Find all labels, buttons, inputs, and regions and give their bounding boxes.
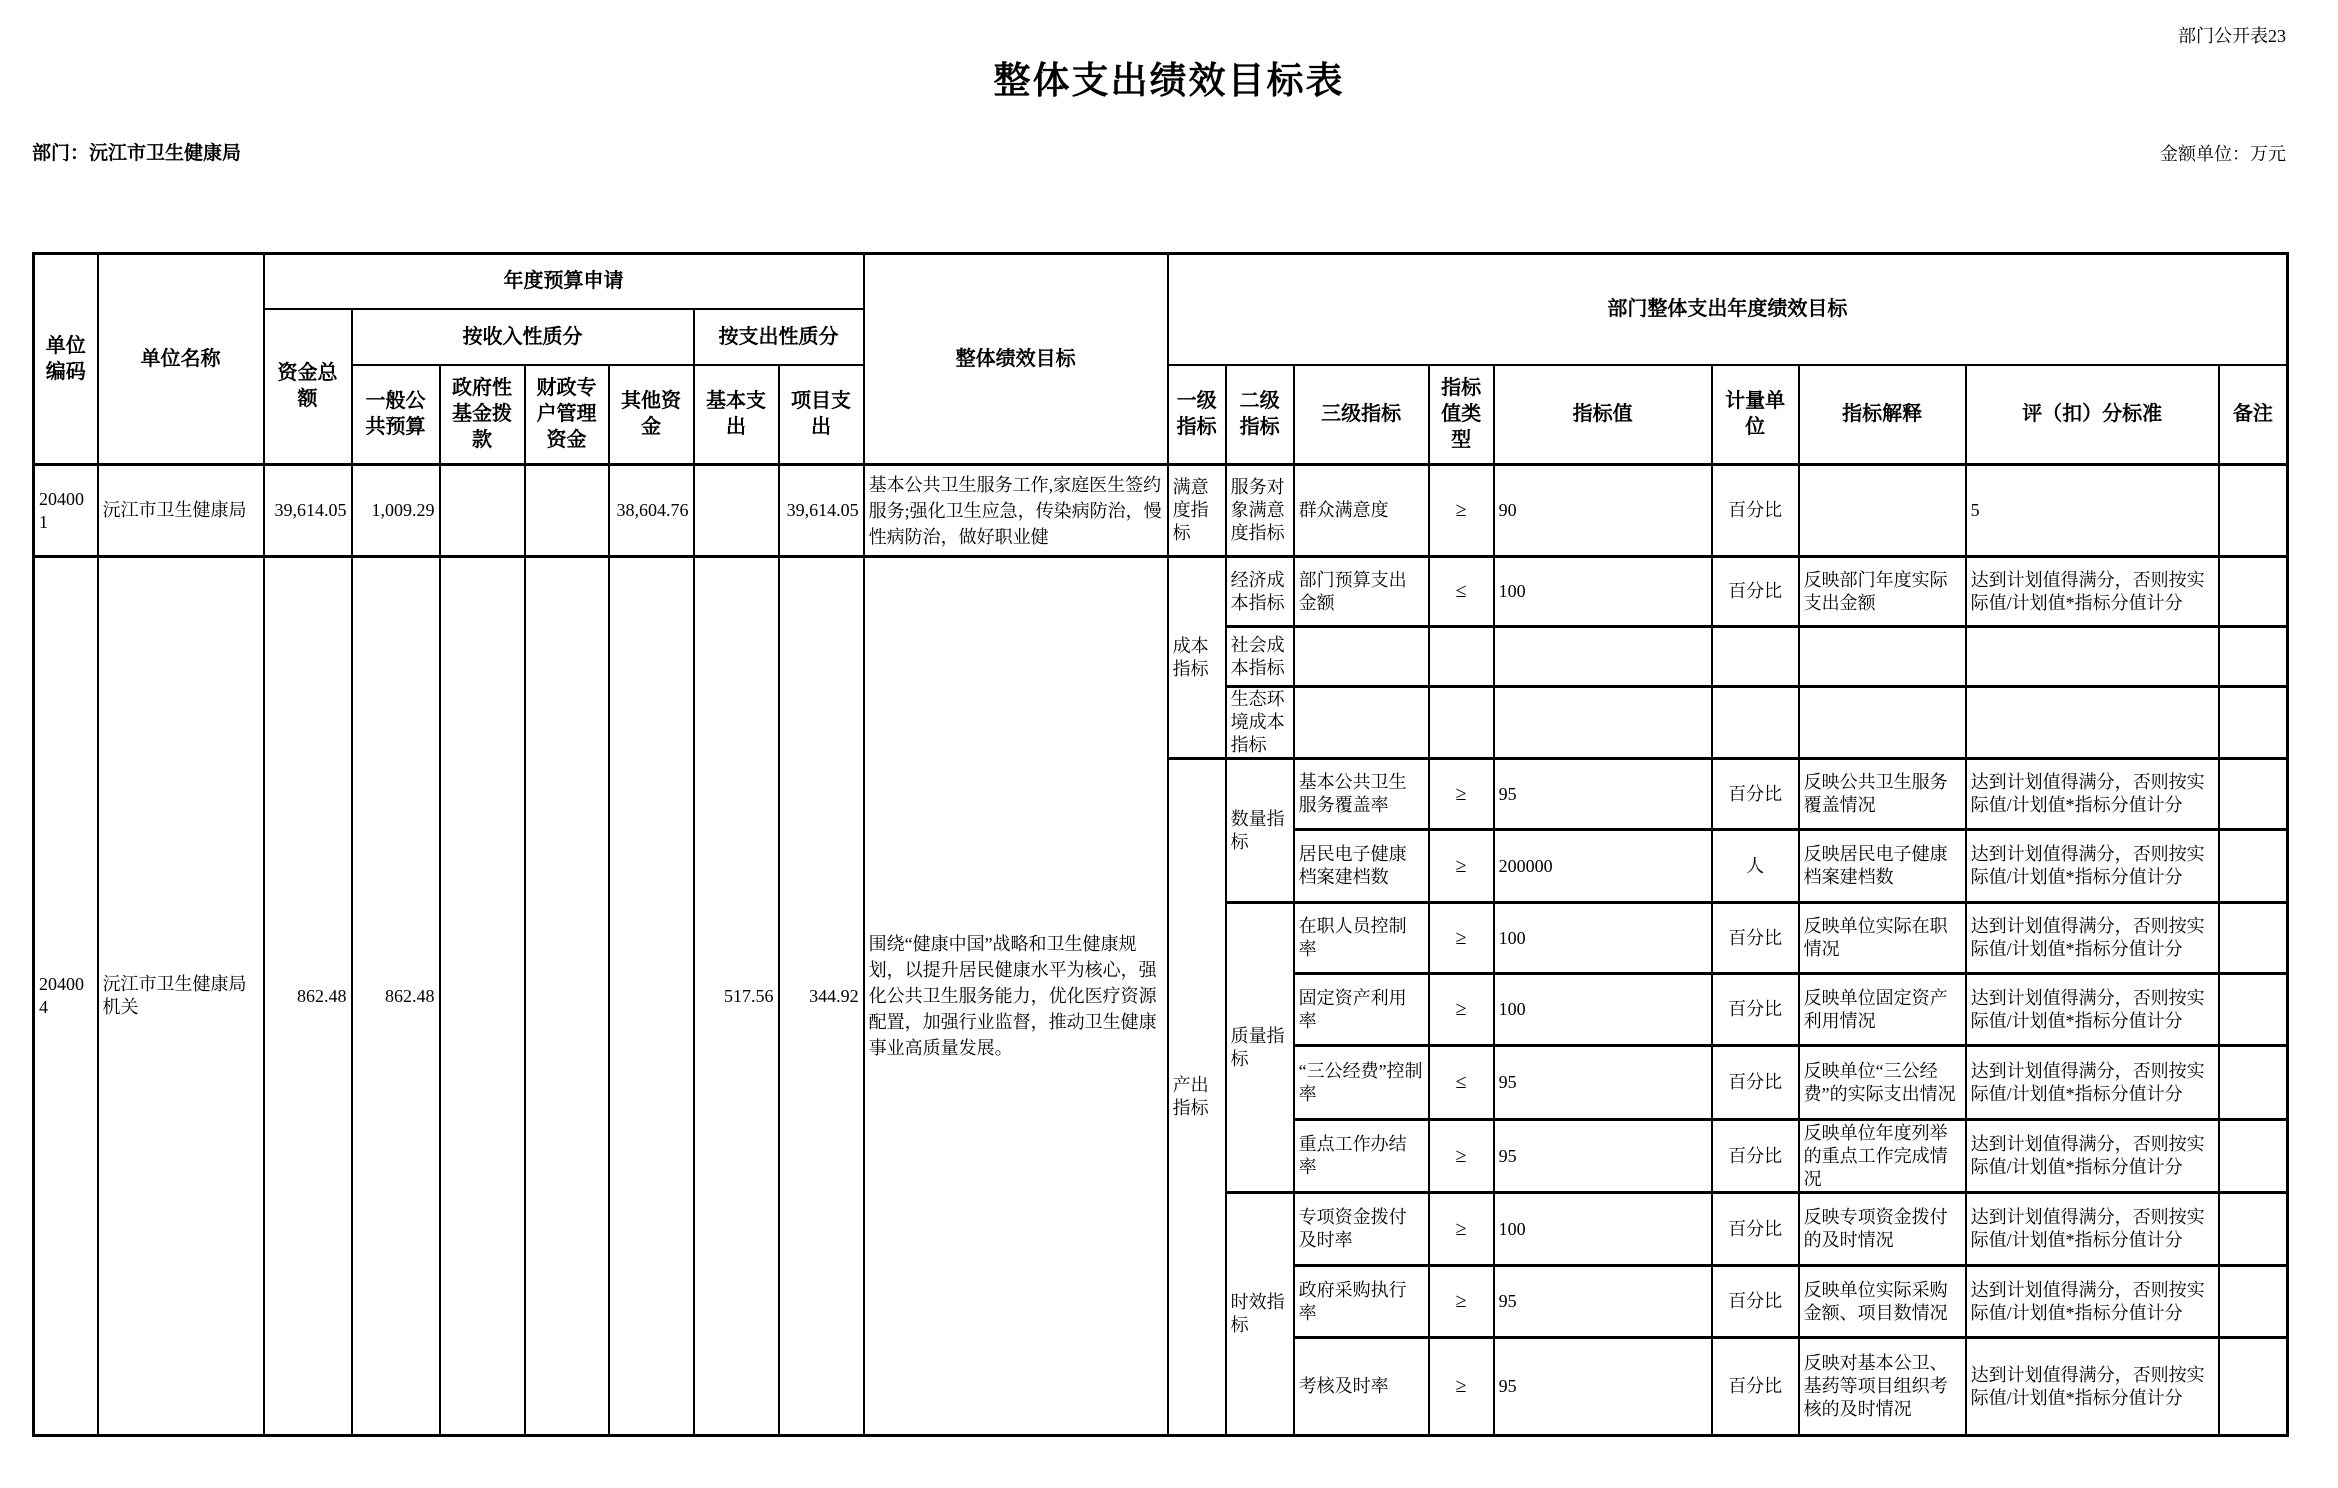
col-header-other-funds: 其他资金 <box>609 365 694 465</box>
measure-unit: 百分比 <box>1712 759 1799 830</box>
indicator-explanation: 反映单位“三公经费”的实际支出情况 <box>1799 1046 1966 1120</box>
level2-indicator: 数量指标 <box>1226 759 1294 903</box>
indicator-value: 90 <box>1494 465 1712 557</box>
measure-unit: 人 <box>1712 830 1799 903</box>
indicator-value-type: ≥ <box>1429 759 1494 830</box>
table-row <box>34 557 2288 627</box>
remarks <box>2219 1046 2288 1120</box>
col-header-scoring-standard: 评（扣）分标准 <box>1966 365 2219 465</box>
indicator-explanation: 反映居民电子健康档案建档数 <box>1799 830 1966 903</box>
indicator-value-type: ≥ <box>1429 465 1494 557</box>
remarks <box>2219 1193 2288 1266</box>
col-header-level2-indicator: 二级指标 <box>1226 365 1294 465</box>
level2-indicator: 经济成本指标 <box>1226 557 1294 627</box>
col-header-level1-indicator: 一级指标 <box>1168 365 1226 465</box>
measure-unit: 百分比 <box>1712 903 1799 974</box>
indicator-value <box>1494 627 1712 687</box>
indicator-value: 95 <box>1494 1120 1712 1193</box>
col-header-indicator-value-type: 指标值类型 <box>1429 365 1494 465</box>
measure-unit: 百分比 <box>1712 1193 1799 1266</box>
overall-performance-goal: 围绕“健康中国”战略和卫生健康规划，以提升居民健康水平为核心，强化公共卫生服务能力，优化医疗资源配置，加强行业监督，推动卫生健康事业高质量发展。 <box>864 557 1168 1436</box>
col-header-remarks: 备注 <box>2219 365 2288 465</box>
measure-unit: 百分比 <box>1712 1120 1799 1193</box>
amount-unit-label: 金额单位：万元 <box>2160 144 2286 164</box>
general-public-budget: 862.48 <box>352 557 440 1436</box>
table-header <box>34 254 2288 465</box>
measure-unit: 百分比 <box>1712 1046 1799 1120</box>
scoring-standard: 达到计划值得满分，否则按实际值/计划值*指标分值计分 <box>1966 557 2219 627</box>
indicator-value-type <box>1429 687 1494 759</box>
unit-name: 沅江市卫生健康局 <box>98 465 264 557</box>
indicator-explanation: 反映专项资金拨付的及时情况 <box>1799 1193 1966 1266</box>
col-header-level3-indicator: 三级指标 <box>1294 365 1429 465</box>
level1-indicator: 成本指标 <box>1168 557 1226 759</box>
unit-code: 204004 <box>34 557 98 1436</box>
performance-target-table <box>32 252 2289 1437</box>
indicator-value-type: ≥ <box>1429 1120 1494 1193</box>
corner-table-number: 部门公开表23 <box>2178 26 2286 46</box>
col-header-project-expenditure: 项目支出 <box>779 365 864 465</box>
basic-expenditure: 517.56 <box>694 557 779 1436</box>
level2-indicator: 生态环境成本指标 <box>1226 687 1294 759</box>
level2-indicator: 时效指标 <box>1226 1193 1294 1436</box>
indicator-value: 95 <box>1494 759 1712 830</box>
scoring-standard: 达到计划值得满分，否则按实际值/计划值*指标分值计分 <box>1966 974 2219 1046</box>
measure-unit: 百分比 <box>1712 1338 1799 1436</box>
department-label: 部门：沅江市卫生健康局 <box>32 143 242 164</box>
scoring-standard: 达到计划值得满分，否则按实际值/计划值*指标分值计分 <box>1966 1193 2219 1266</box>
level2-indicator: 社会成本指标 <box>1226 627 1294 687</box>
level2-indicator: 质量指标 <box>1226 903 1294 1193</box>
unit-code: 204001 <box>34 465 98 557</box>
scoring-standard: 达到计划值得满分，否则按实际值/计划值*指标分值计分 <box>1966 1120 2219 1193</box>
indicator-value-type: ≤ <box>1429 557 1494 627</box>
col-header-basic-expenditure: 基本支出 <box>694 365 779 465</box>
col-header-overall-performance-goal: 整体绩效目标 <box>864 254 1168 465</box>
level3-indicator: 部门预算支出金额 <box>1294 557 1429 627</box>
col-header-indicator-value: 指标值 <box>1494 365 1712 465</box>
col-header-by-expenditure-nature: 按支出性质分 <box>694 309 864 365</box>
measure-unit: 百分比 <box>1712 974 1799 1046</box>
remarks <box>2219 687 2288 759</box>
project-expenditure: 39,614.05 <box>779 465 864 557</box>
page-title: 整体支出绩效目标表 <box>993 61 1345 102</box>
remarks <box>2219 1338 2288 1436</box>
col-header-unit-code: 单位编码 <box>34 254 98 465</box>
col-header-annual-budget-request: 年度预算申请 <box>264 254 864 309</box>
fiscal-account-funds <box>525 465 609 557</box>
fiscal-account-funds <box>525 557 609 1436</box>
level1-indicator: 满意度指标 <box>1168 465 1226 557</box>
indicator-explanation: 反映单位实际采购金额、项目数情况 <box>1799 1266 1966 1338</box>
remarks <box>2219 1120 2288 1193</box>
unit-name: 沅江市卫生健康局机关 <box>98 557 264 1436</box>
table-body <box>34 465 2288 1436</box>
indicator-explanation: 反映公共卫生服务覆盖情况 <box>1799 759 1966 830</box>
level3-indicator <box>1294 627 1429 687</box>
level2-indicator: 服务对象满意度指标 <box>1226 465 1294 557</box>
indicator-explanation: 反映部门年度实际支出金额 <box>1799 557 1966 627</box>
remarks <box>2219 1266 2288 1338</box>
indicator-explanation: 反映对基本公卫、基药等项目组织考核的及时情况 <box>1799 1338 1966 1436</box>
level3-indicator: 固定资产利用率 <box>1294 974 1429 1046</box>
col-header-total-funds: 资金总额 <box>264 309 352 465</box>
scoring-standard: 达到计划值得满分，否则按实际值/计划值*指标分值计分 <box>1966 1338 2219 1436</box>
basic-expenditure <box>694 465 779 557</box>
overall-performance-goal: 基本公共卫生服务工作,家庭医生签约服务;强化卫生应急，传染病防治，慢性病防治，做好职业健 <box>864 465 1168 557</box>
remarks <box>2219 974 2288 1046</box>
scoring-standard: 达到计划值得满分，否则按实际值/计划值*指标分值计分 <box>1966 759 2219 830</box>
indicator-explanation: 反映单位年度列举的重点工作完成情况 <box>1799 1120 1966 1193</box>
scoring-standard: 达到计划值得满分，否则按实际值/计划值*指标分值计分 <box>1966 830 2219 903</box>
scoring-standard: 5 <box>1966 465 2219 557</box>
scoring-standard: 达到计划值得满分，否则按实际值/计划值*指标分值计分 <box>1966 1046 2219 1120</box>
indicator-explanation <box>1799 627 1966 687</box>
level3-indicator: 专项资金拨付及时率 <box>1294 1193 1429 1266</box>
remarks <box>2219 830 2288 903</box>
level3-indicator: 在职人员控制率 <box>1294 903 1429 974</box>
indicator-value: 95 <box>1494 1046 1712 1120</box>
measure-unit: 百分比 <box>1712 465 1799 557</box>
indicator-value: 100 <box>1494 974 1712 1046</box>
indicator-explanation: 反映单位固定资产利用情况 <box>1799 974 1966 1046</box>
indicator-value-type: ≥ <box>1429 974 1494 1046</box>
other-funds: 38,604.76 <box>609 465 694 557</box>
level1-indicator: 产出指标 <box>1168 759 1226 1436</box>
level3-indicator: 居民电子健康档案建档数 <box>1294 830 1429 903</box>
indicator-value-type <box>1429 627 1494 687</box>
project-expenditure: 344.92 <box>779 557 864 1436</box>
col-header-measure-unit: 计量单位 <box>1712 365 1799 465</box>
table-row <box>34 465 2288 557</box>
col-header-indicator-explanation: 指标解释 <box>1799 365 1966 465</box>
indicator-value-type: ≥ <box>1429 1193 1494 1266</box>
indicator-value-type: ≥ <box>1429 1266 1494 1338</box>
level3-indicator <box>1294 687 1429 759</box>
scoring-standard: 达到计划值得满分，否则按实际值/计划值*指标分值计分 <box>1966 903 2219 974</box>
indicator-value-type: ≥ <box>1429 830 1494 903</box>
total-funds: 39,614.05 <box>264 465 352 557</box>
col-header-unit-name: 单位名称 <box>98 254 264 465</box>
total-funds: 862.48 <box>264 557 352 1436</box>
col-header-dept-annual-performance-target: 部门整体支出年度绩效目标 <box>1168 254 2288 365</box>
indicator-explanation <box>1799 465 1966 557</box>
indicator-value: 200000 <box>1494 830 1712 903</box>
indicator-explanation <box>1799 687 1966 759</box>
indicator-value-type: ≥ <box>1429 903 1494 974</box>
remarks <box>2219 627 2288 687</box>
indicator-value: 100 <box>1494 903 1712 974</box>
indicator-value: 100 <box>1494 1193 1712 1266</box>
level3-indicator: 考核及时率 <box>1294 1338 1429 1436</box>
measure-unit: 百分比 <box>1712 1266 1799 1338</box>
indicator-value: 100 <box>1494 557 1712 627</box>
col-header-general-public-budget: 一般公共预算 <box>352 365 440 465</box>
remarks <box>2219 903 2288 974</box>
header-row <box>34 254 2288 309</box>
level3-indicator: 群众满意度 <box>1294 465 1429 557</box>
level3-indicator: 重点工作办结率 <box>1294 1120 1429 1193</box>
level3-indicator: 基本公共卫生服务覆盖率 <box>1294 759 1429 830</box>
level3-indicator: “三公经费”控制率 <box>1294 1046 1429 1120</box>
measure-unit <box>1712 627 1799 687</box>
remarks <box>2219 557 2288 627</box>
remarks <box>2219 759 2288 830</box>
measure-unit: 百分比 <box>1712 557 1799 627</box>
remarks <box>2219 465 2288 557</box>
other-funds <box>609 557 694 1436</box>
indicator-value: 95 <box>1494 1266 1712 1338</box>
indicator-value: 95 <box>1494 1338 1712 1436</box>
col-header-by-income-nature: 按收入性质分 <box>352 309 694 365</box>
measure-unit <box>1712 687 1799 759</box>
general-public-budget: 1,009.29 <box>352 465 440 557</box>
col-header-fiscal-account-funds: 财政专户管理资金 <box>525 365 609 465</box>
indicator-value-type: ≤ <box>1429 1046 1494 1120</box>
indicator-explanation: 反映单位实际在职情况 <box>1799 903 1966 974</box>
government-fund-allocation <box>440 557 525 1436</box>
indicator-value <box>1494 687 1712 759</box>
indicator-value-type: ≥ <box>1429 1338 1494 1436</box>
col-header-government-fund-allocation: 政府性基金拨款 <box>440 365 525 465</box>
scoring-standard <box>1966 627 2219 687</box>
government-fund-allocation <box>440 465 525 557</box>
scoring-standard <box>1966 687 2219 759</box>
level3-indicator: 政府采购执行率 <box>1294 1266 1429 1338</box>
scoring-standard: 达到计划值得满分，否则按实际值/计划值*指标分值计分 <box>1966 1266 2219 1338</box>
